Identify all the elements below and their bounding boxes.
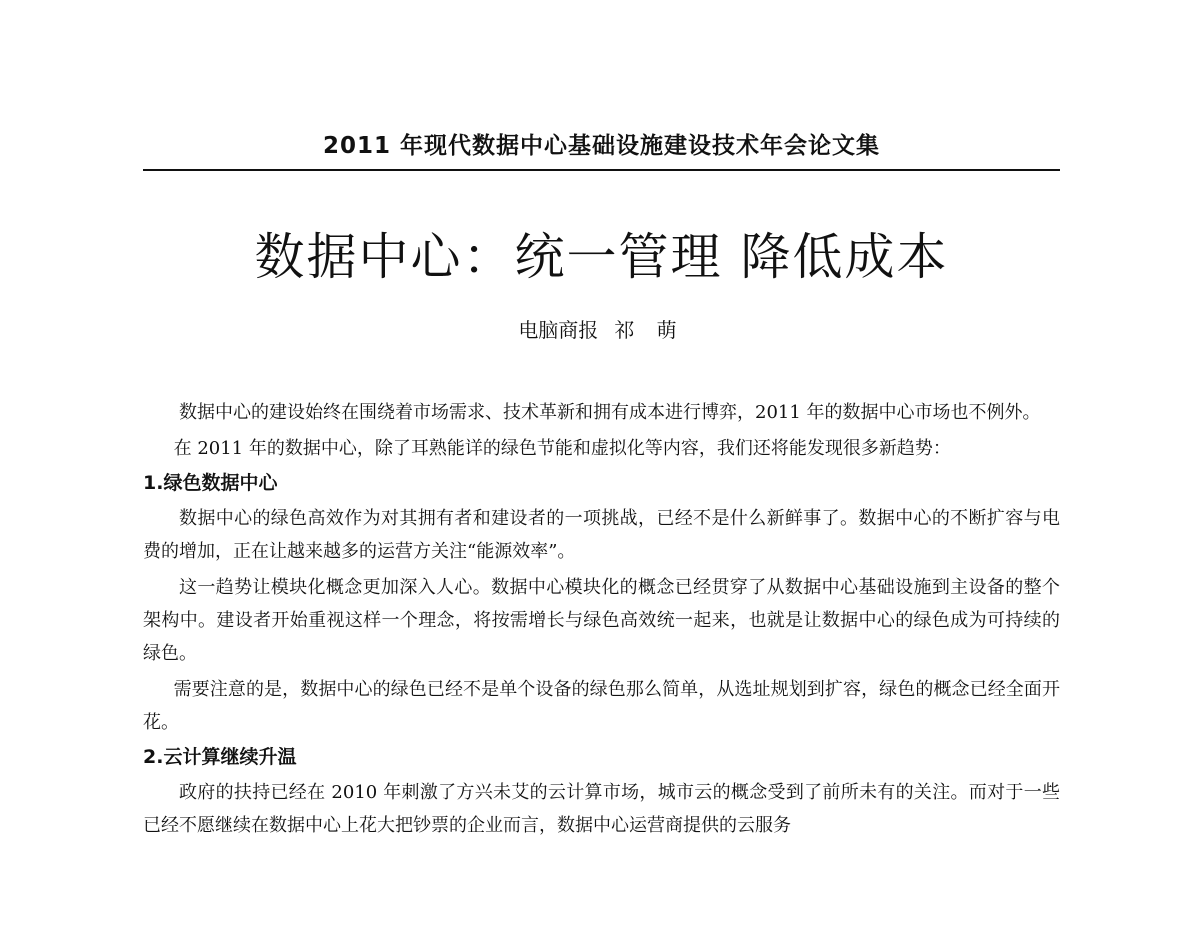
byline [143, 315, 1060, 345]
article-body [143, 396, 1060, 845]
section-heading-1: 1.绿色数据中心 [143, 472, 278, 494]
body-paragraph-2: 在 2011 年的数据中心，除了耳熟能详的绿色节能和虚拟化等内容，我们还将能发现很多新趋势： [173, 438, 951, 459]
byline-author: 祁 萌 [614, 318, 685, 342]
running-header: 2011 年现代数据中心基础设施建设技术年会论文集 [322, 133, 881, 159]
article-title: 数据中心：统一管理 降低成本 [254, 228, 949, 286]
body-paragraph-6: 政府的扶持已经在 2010 年刺激了方兴未艾的云计算市场，城市云的概念受到了前所未有的关注。而对于一些已经不愿继续在数据中心上花大把钞票的企业而言，数据中心运营商提供的云服务 [143, 782, 1060, 836]
byline-source: 电脑商报 [518, 318, 599, 342]
body-paragraph-5: 需要注意的是，数据中心的绿色已经不是单个设备的绿色那么简单，从选址规划到扩容，绿色的概念已经全面开花。 [143, 679, 1060, 733]
body-paragraph-4: 这一趋势让模块化概念更加深入人心。数据中心模块化的概念已经贯穿了从数据中心基础设施到主设备的整个架构中。建设者开始重视这样一个理念，将按需增长与绿色高效统一起来，也就是让数据中心的绿色成为可持续的绿色。 [143, 577, 1060, 664]
header-rule [143, 169, 1060, 171]
section-heading-2: 2.云计算继续升温 [143, 746, 297, 768]
body-paragraph-3: 数据中心的绿色高效作为对其拥有者和建设者的一项挑战，已经不是什么新鲜事了。数据中心的不断扩容与电费的增加，正在让越来越多的运营方关注“能源效率”。 [143, 508, 1060, 562]
body-paragraph-1: 数据中心的建设始终在围绕着市场需求、技术革新和拥有成本进行博弈，2011 年的数据中心市场也不例外。 [179, 402, 1041, 423]
